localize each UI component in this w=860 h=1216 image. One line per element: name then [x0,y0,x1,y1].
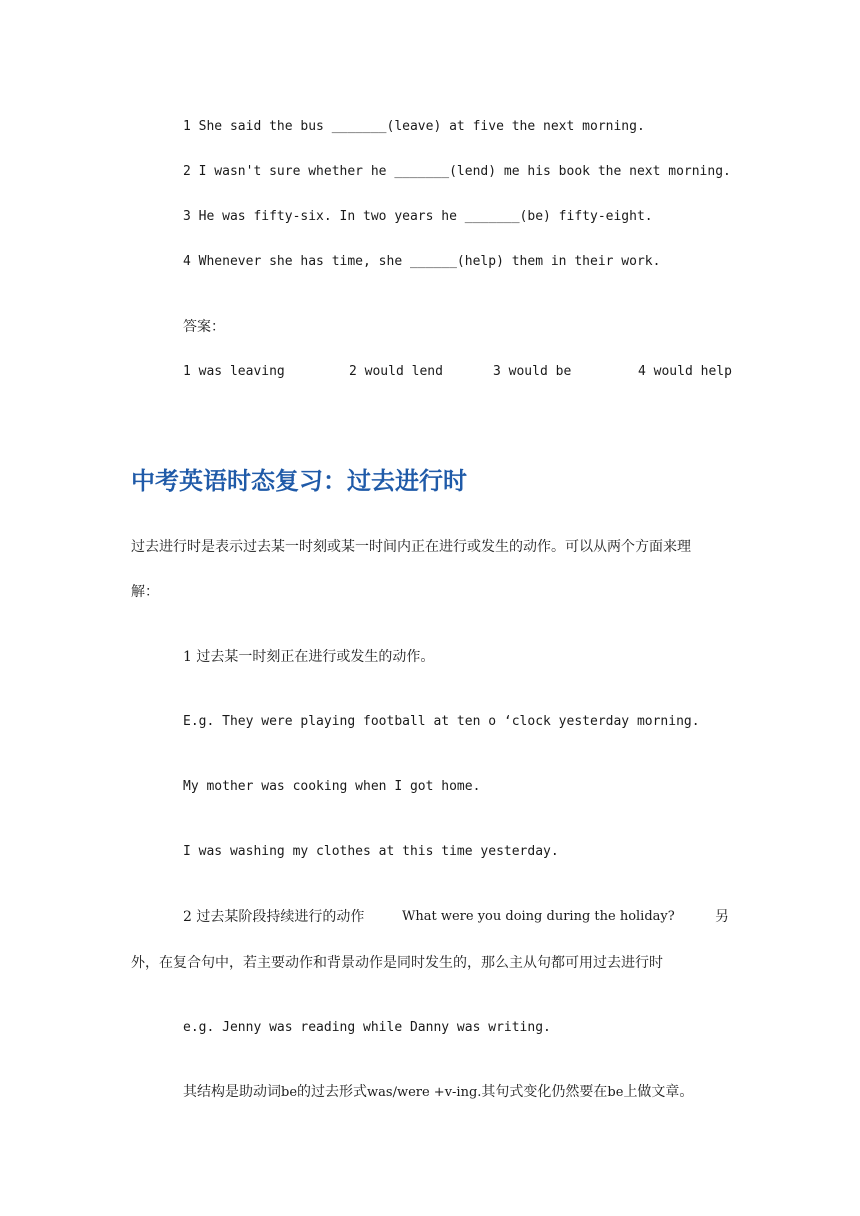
exercise-question-1: 1 She said the bus _______(leave) at five the next morning. [183,119,645,134]
exercise-question-2: 2 I wasn't sure whether he _______(lend) me his book the next morning. [183,164,731,179]
answer-3: 3 would be [493,364,572,379]
answers-label: 答案： [183,319,225,335]
structure-line [183,1082,693,1103]
example-1: E.g. They were playing football at ten o ‘clock yesterday morning. [183,714,700,729]
point-2-continuation: 另 [715,909,729,925]
answers-row [183,362,743,382]
section-title: 中考英语时态复习：过去进行时 [131,467,467,495]
point-2-label: 2 过去某阶段持续进行的动作 [183,909,365,925]
example-3: I was washing my clothes at this time yesterday. [183,844,559,859]
point-1: 1 过去某一时刻正在进行或发生的动作。 [183,649,435,665]
structure-text-d: was/were +v-ing. [367,1085,482,1100]
exercise-question-4: 4 Whenever she has time, she ______(help) them in their work. [183,254,661,269]
structure-text-g: 上做文章。 [623,1084,694,1100]
example-4: e.g. Jenny was reading while Danny was writing. [183,1020,551,1035]
structure-text-b: be [281,1085,298,1100]
answer-4: 4 would help [638,364,732,379]
structure-text-f: be [607,1085,624,1100]
structure-text-c: 的过去形式 [297,1084,368,1100]
example-2: My mother was cooking when I got home. [183,779,481,794]
intro-line-1: 过去进行时是表示过去某一时刻或某一时间内正在进行或发生的动作。可以从两个方面来理 [131,539,691,555]
point-2-line-2: 外，在复合句中，若主要动作和背景动作是同时发生的，那么主从句都可用过去进行时 [131,955,663,971]
point-2-question: What were you doing during the holiday? [402,909,675,924]
exercise-question-3: 3 He was fifty-six. In two years he _______(be) fifty-eight. [183,209,653,224]
structure-text-e: 其句式变化仍然要在 [481,1084,608,1100]
intro-line-2: 解： [131,584,159,600]
answer-1: 1 was leaving [183,364,285,379]
structure-text-a: 其结构是助动词 [183,1084,281,1100]
answer-2: 2 would lend [349,364,443,379]
